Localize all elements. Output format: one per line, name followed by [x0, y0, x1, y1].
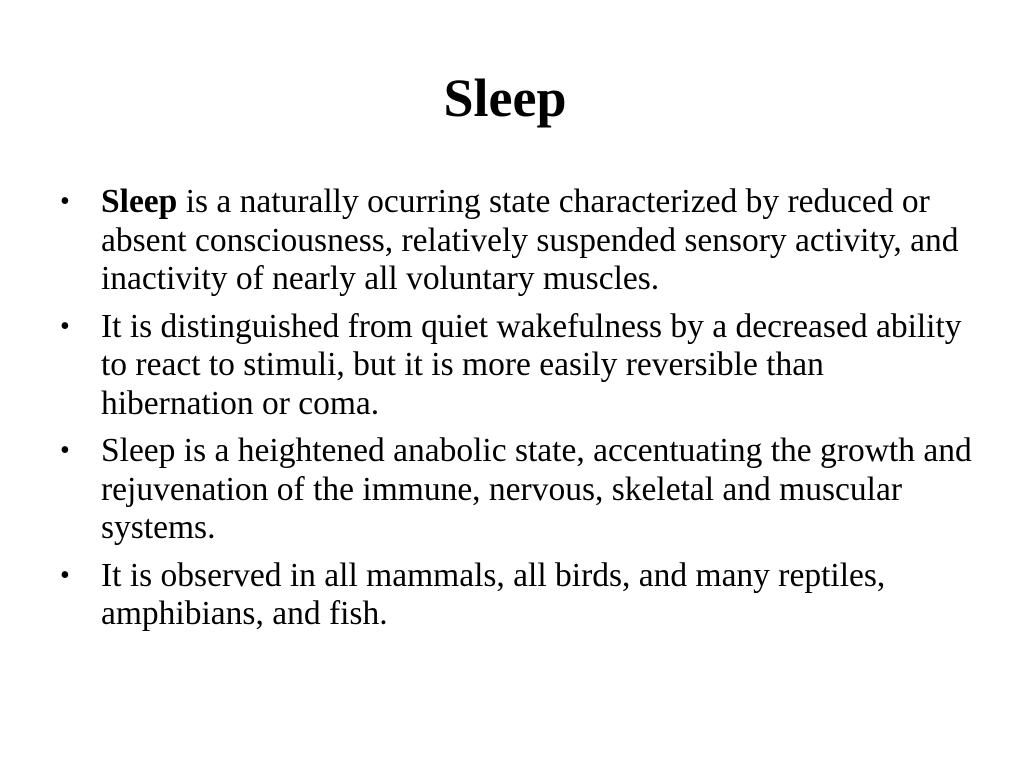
bullet-item — [60, 557, 980, 634]
bullet-lead-text: Sleep — [101, 183, 178, 220]
bullet-item — [60, 432, 980, 548]
bullet-list — [60, 183, 980, 643]
bullet-dot-icon: • — [60, 559, 70, 591]
bullet-dot-icon: • — [60, 310, 70, 342]
bullet-text: Sleep is a heightened anabolic state, accentuating the growth and rejuvenation of the immune, nervous, skeletal and muscular systems. — [101, 432, 972, 546]
bullet-dot-icon: • — [60, 186, 70, 217]
slide-title: Sleep — [443, 68, 567, 128]
bullet-item — [60, 183, 980, 299]
bullet-text: It is distinguished from quiet wakefulness by a decreased ability to react to stimuli, but it is more easily reversible than hibernation or coma. — [101, 307, 962, 422]
bullet-item — [60, 308, 980, 424]
bullet-text: It is observed in all mammals, all birds, and many reptiles, amphibians, and fish. — [101, 556, 886, 632]
bullet-text: is a naturally ocurring state characterized by reduced or absent consciousness, relatively suspended sensory activity, and inactivity of nearly all voluntary muscles. — [101, 183, 959, 297]
bullet-dot-icon: • — [60, 435, 70, 466]
